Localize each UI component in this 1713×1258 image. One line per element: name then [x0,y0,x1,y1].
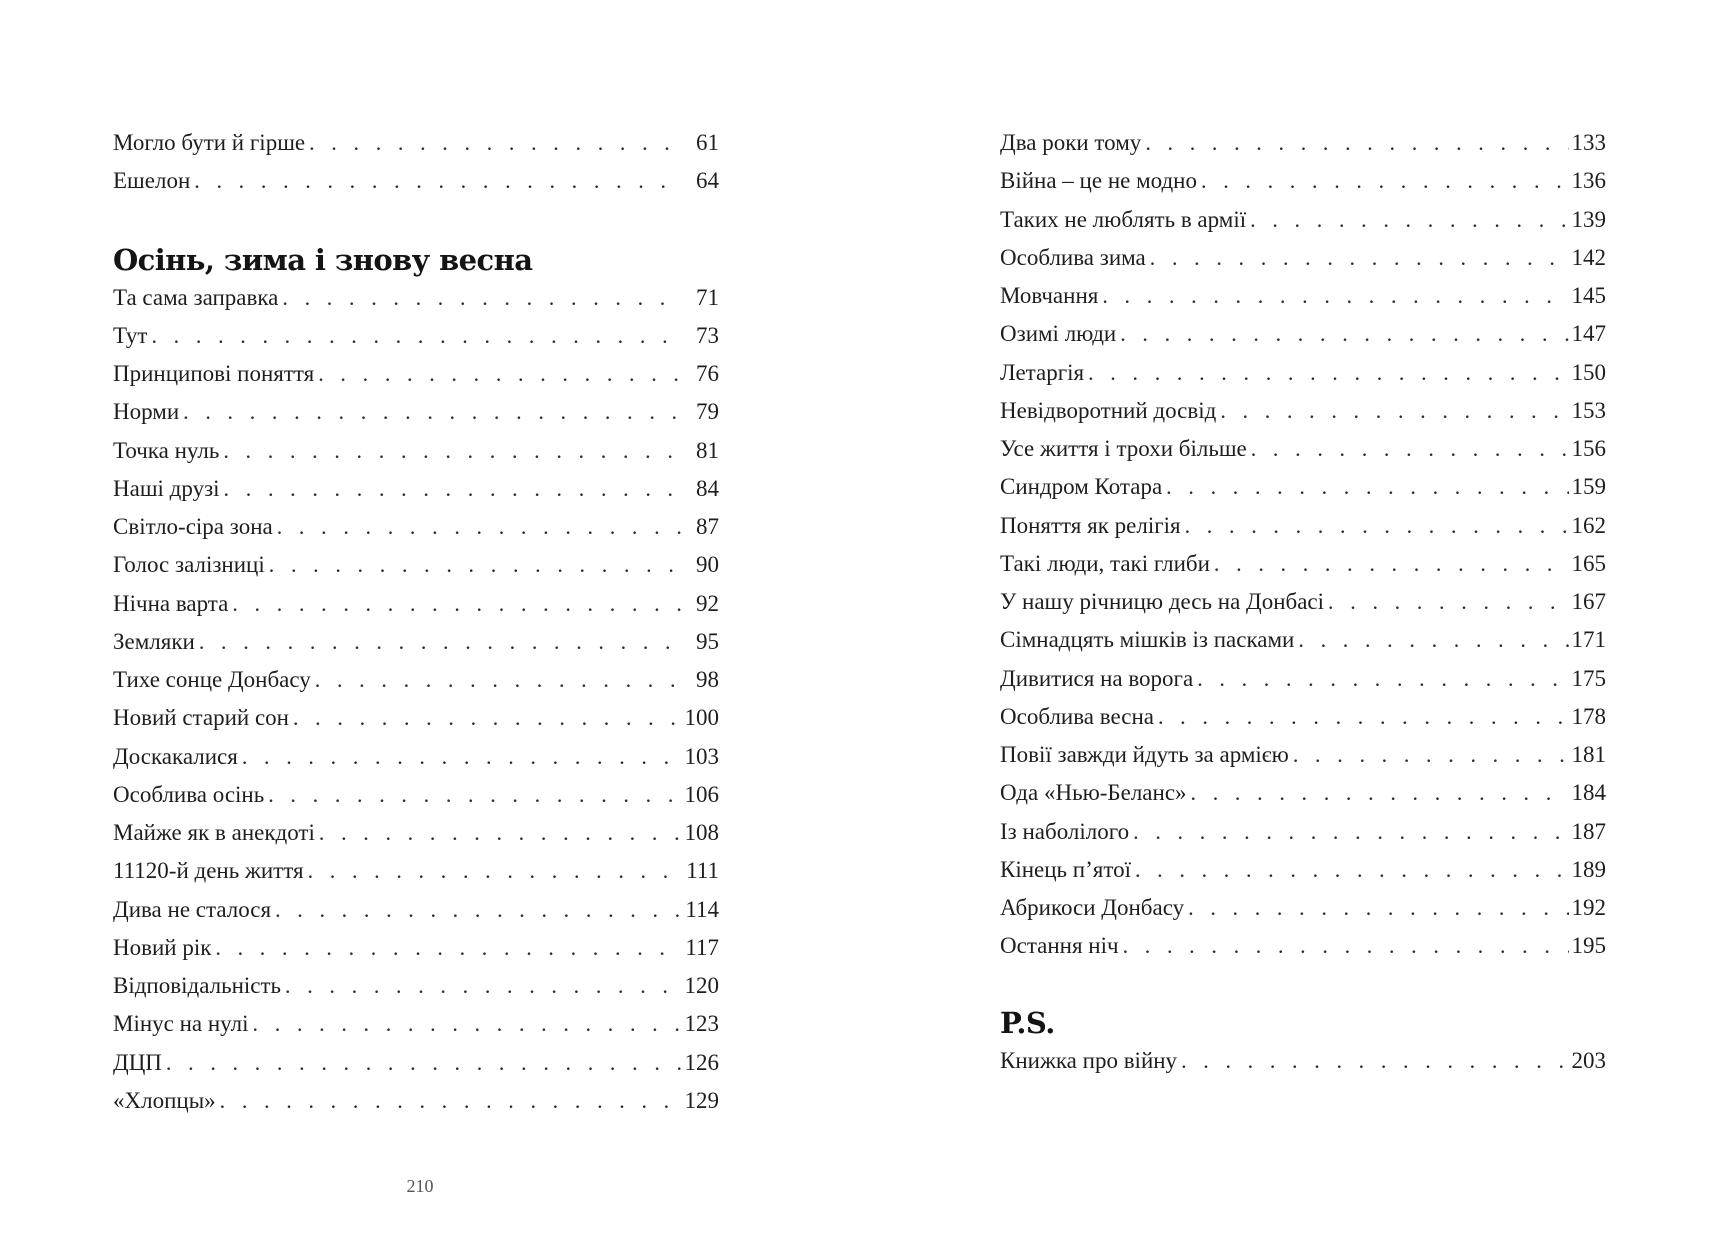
toc-entry-title: Особлива весна [1000,703,1154,729]
toc-entry-page: 111 [686,858,719,884]
toc-entry[interactable] [113,699,719,737]
toc-entry[interactable] [1000,1042,1606,1080]
toc-leader-dots [220,1082,682,1120]
toc-entry-page: 195 [1571,933,1606,959]
toc-leader-dots [1150,239,1569,277]
toc-entry[interactable] [1000,277,1606,315]
right-toc-column [1000,124,1606,1080]
toc-entry[interactable] [113,393,719,431]
toc-entry-title: Новий старий сон [113,705,289,731]
toc-leader-dots [223,432,682,470]
toc-entry[interactable] [1000,239,1606,277]
toc-entry[interactable] [1000,162,1606,200]
toc-leader-dots [1188,889,1568,927]
toc-entry-page: 103 [684,743,719,769]
toc-entry-page: 90 [696,552,719,578]
toc-entry-page: 76 [696,361,719,386]
toc-entry-title: Дива не сталося [113,896,272,922]
toc-leader-dots [1135,851,1569,889]
toc-entry-page: 184 [1571,780,1606,806]
toc-leader-dots [166,1044,682,1082]
toc-entry[interactable] [113,470,719,508]
toc-leader-dots [151,317,682,355]
toc-entry-page: 165 [1571,550,1606,576]
toc-entry-title: Два роки тому [1000,130,1142,155]
toc-entry-page: 192 [1571,895,1606,920]
toc-leader-dots [275,891,682,929]
toc-leader-dots [319,814,682,852]
toc-entry[interactable] [1000,774,1606,812]
toc-entry[interactable] [113,317,719,355]
toc-entry-title: Та сама заправка [113,284,279,310]
toc-entry-title: Такі люди, такі глиби [1000,550,1210,576]
toc-entry-page: 114 [685,896,719,922]
toc-leader-dots [1120,315,1568,353]
toc-entry-page: 92 [696,590,719,616]
toc-entry-page: 117 [685,934,719,960]
section-heading: P.S. [1000,1005,1055,1040]
toc-entry-title: Доскакалися [113,743,238,769]
toc-entry[interactable] [1000,851,1606,889]
toc-entry[interactable] [113,1082,719,1120]
toc-entry-page: 181 [1571,742,1606,767]
toc-entry-page: 98 [696,667,719,692]
toc-entry-title: Особлива осінь [113,781,265,807]
toc-entry-title: Тут [113,322,148,348]
toc-entry-page: 203 [1571,1047,1606,1073]
toc-leader-dots [1166,468,1568,506]
toc-entry[interactable] [113,852,719,890]
toc-entry-title: Могло бути й гірше [113,130,306,155]
toc-entry-page: 81 [696,437,719,463]
toc-entry-page: 126 [684,1049,719,1075]
toc-entry-page: 123 [684,1011,719,1037]
toc-leader-dots [269,546,682,584]
toc-entry[interactable] [1000,698,1606,736]
toc-leader-dots [308,852,682,890]
toc-leader-dots [1250,201,1568,239]
toc-entry[interactable] [113,546,719,584]
toc-entry-title: Ешелон [113,168,191,194]
toc-entry-title: Ода «Нью-Беланс» [1000,780,1187,806]
toc-entry[interactable] [113,508,719,546]
toc-leader-dots [1123,927,1569,965]
toc-leader-dots [183,393,682,431]
toc-entry[interactable] [1000,354,1606,392]
toc-leader-dots [215,929,682,967]
toc-entry-page: 189 [1571,856,1606,882]
toc-entry-page: 73 [696,322,719,348]
toc-leader-dots [1158,698,1569,736]
toc-entry-page: 133 [1571,130,1606,155]
toc-entry[interactable] [1000,124,1606,162]
toc-entry-page: 145 [1571,283,1606,308]
toc-entry-page: 136 [1571,168,1606,194]
toc-leader-dots [1088,354,1568,392]
toc-entry-title: Усе життя і трохи більше [1000,436,1247,461]
toc-entry-title: Сімнадцять мішків із пасками [1000,627,1295,653]
toc-entry[interactable] [1000,621,1606,659]
toc-leader-dots [232,585,682,623]
toc-entry[interactable] [1000,660,1606,698]
toc-entry[interactable] [1000,545,1606,583]
toc-entry-title: Повії завжди йдуть за армією [1000,742,1289,767]
page-number: 210 [406,1176,434,1196]
toc-entry-title: Принципові поняття [113,361,315,386]
toc-entry-page: 71 [696,284,719,310]
toc-entry[interactable] [1000,889,1606,927]
toc-leader-dots [194,162,682,200]
right-section-entries [1000,1042,1606,1080]
toc-entry[interactable] [113,967,719,1005]
toc-entry-page: 108 [684,820,719,845]
toc-entry-title: Абрикоси Донбасу [1000,895,1185,920]
toc-entry[interactable] [113,432,719,470]
toc-entry-page: 84 [696,475,719,501]
toc-entry-title: Синдром Котара [1000,474,1163,500]
toc-entry-page: 178 [1571,703,1606,729]
toc-entry-title: Відповідальність [113,973,282,998]
toc-entry-page: 142 [1571,244,1606,270]
toc-leader-dots [1191,774,1569,812]
toc-entry[interactable] [1000,813,1606,851]
toc-leader-dots [1181,1042,1568,1080]
toc-entry[interactable] [113,1044,719,1082]
toc-entry-title: Земляки [113,628,195,654]
toc-leader-dots [1328,583,1568,621]
toc-entry[interactable] [113,162,719,200]
toc-entry-title: Із наболілого [1000,818,1130,844]
toc-entry[interactable] [113,124,719,162]
toc-leader-dots [242,738,682,776]
toc-entry[interactable] [1000,201,1606,239]
toc-entry-title: ДЦП [113,1049,162,1075]
toc-entry-title: Поняття як релігія [1000,512,1181,538]
right-entries [1000,124,1606,966]
left-top-entries [113,124,719,201]
toc-entry[interactable] [113,776,719,814]
toc-entry[interactable] [113,585,719,623]
toc-entry-page: 139 [1571,206,1606,232]
toc-entry-title: Озимі люди [1000,321,1117,347]
toc-entry-page: 175 [1571,665,1606,691]
toc-entry-page: 187 [1571,818,1606,844]
toc-entry-title: Мовчання [1000,283,1099,308]
toc-leader-dots [1185,507,1569,545]
toc-entry[interactable] [1000,736,1606,774]
toc-entry-page: 153 [1571,397,1606,423]
toc-entry[interactable] [113,929,719,967]
toc-leader-dots [1145,124,1568,162]
toc-leader-dots [1214,545,1569,583]
toc-entry-title: Норми [113,399,180,425]
toc-entry-title: 11120-й день життя [113,858,304,884]
toc-entry-page: 171 [1571,627,1606,653]
toc-entry[interactable] [1000,430,1606,468]
toc-leader-dots [277,508,682,546]
toc-entry[interactable] [113,738,719,776]
toc-leader-dots [1298,621,1568,659]
toc-entry[interactable] [113,279,719,317]
toc-leader-dots [224,470,682,508]
toc-entry-title: Новий рік [113,934,212,960]
toc-entry[interactable] [1000,583,1606,621]
toc-entry[interactable] [1000,468,1606,506]
toc-entry-page: 147 [1571,321,1606,347]
toc-entry-page: 167 [1571,589,1606,614]
toc-entry-page: 79 [696,399,719,425]
toc-entry-title: Тихе сонце Донбасу [113,667,311,692]
toc-entry-title: Книжка про війну [1000,1047,1178,1073]
toc-leader-dots [253,1005,682,1043]
section-heading: Осінь, зима і знову весна [113,242,533,277]
toc-entry-page: 120 [684,973,719,998]
toc-entry-title: Світло-сіра зона [113,514,273,539]
toc-entry-title: Наші друзі [113,475,220,501]
toc-entry[interactable] [1000,507,1606,545]
toc-entry-title: Голос залізниці [113,552,265,578]
toc-entry-title: Точка нуль [113,437,220,463]
toc-entry-title: Летаргія [1000,359,1085,385]
toc-entry-page: 159 [1571,474,1606,500]
toc-leader-dots [293,699,682,737]
toc-entry-page: 150 [1571,359,1606,385]
toc-entry-title: Невідворотний досвід [1000,397,1217,423]
toc-leader-dots [1201,162,1569,200]
toc-entry[interactable] [113,1005,719,1043]
toc-leader-dots [268,776,681,814]
toc-entry[interactable] [113,623,719,661]
toc-entry-title: Особлива зима [1000,244,1146,270]
toc-leader-dots [1220,392,1568,430]
toc-entry-title: Таких не люблять в армії [1000,206,1247,232]
toc-leader-dots [309,124,682,162]
toc-entry-title: Дивитися на ворога [1000,665,1194,691]
toc-entry-title: У нашу річницю десь на Донбасі [1000,589,1325,614]
toc-leader-dots [1133,813,1568,851]
toc-leader-dots [1197,660,1568,698]
toc-entry-page: 95 [696,628,719,654]
toc-leader-dots [285,967,681,1005]
toc-leader-dots [1293,736,1569,774]
toc-entry-title: Мінус на нулі [113,1011,249,1037]
toc-entry-title: Майже як в анекдоті [113,820,315,845]
toc-entry[interactable] [1000,927,1606,965]
toc-entry-page: 106 [684,781,719,807]
toc-leader-dots [318,355,682,393]
toc-entry-page: 87 [696,514,719,539]
toc-entry-page: 129 [684,1087,719,1113]
toc-entry[interactable] [113,814,719,852]
toc-entry[interactable] [113,891,719,929]
toc-entry-page: 61 [696,130,719,155]
toc-leader-dots [1102,277,1568,315]
toc-leader-dots [315,661,682,699]
toc-entry-page: 64 [696,168,719,194]
toc-entry[interactable] [1000,315,1606,353]
toc-entry[interactable] [113,355,719,393]
toc-entry-title: Нічна варта [113,590,229,616]
toc-leader-dots [282,279,682,317]
toc-entry[interactable] [113,661,719,699]
left-section-entries [113,279,719,1121]
toc-entry-page: 162 [1571,512,1606,538]
toc-entry[interactable] [1000,392,1606,430]
left-toc-column [113,124,719,1120]
toc-entry-title: Остання ніч [1000,933,1119,959]
toc-entry-title: Кінець п’ятої [1000,856,1131,882]
toc-entry-page: 156 [1571,436,1606,461]
toc-entry-title: «Хлопцы» [113,1087,216,1113]
toc-entry-page: 100 [684,705,719,731]
toc-entry-title: Війна – це не модно [1000,168,1197,194]
toc-leader-dots [1251,430,1569,468]
toc-leader-dots [199,623,682,661]
